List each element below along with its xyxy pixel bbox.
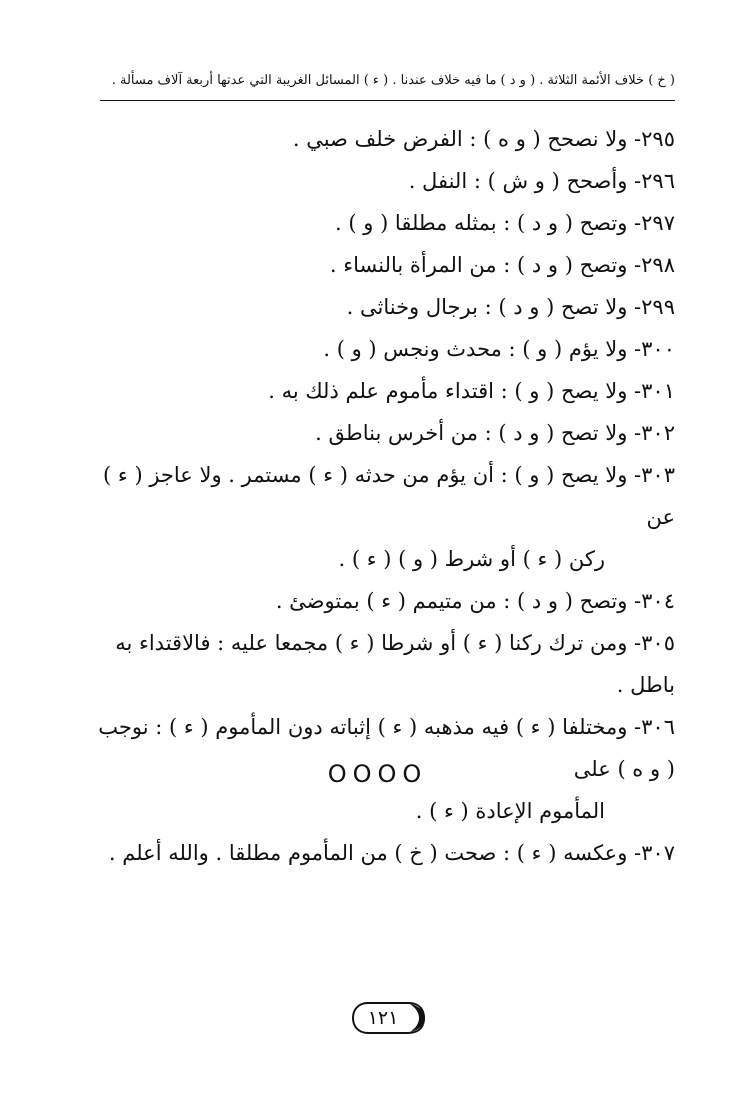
list-item	[95, 328, 675, 370]
list-item	[95, 412, 675, 454]
item-text: ولا نصحح ( و ه ) : الفرض خلف صبي .	[292, 127, 628, 151]
section-ornament: OOOO	[327, 760, 428, 788]
item-text: وأصحح ( و ش ) : النفل .	[408, 169, 628, 193]
item-text: ولا يصح ( و ) : اقتداء مأموم علم ذلك به .	[268, 379, 628, 403]
item-text: ولا يصح ( و ) : أن يؤم من حدثه ( ء ) مستمر . ولا عاجز ( ء ) عن	[103, 463, 675, 529]
list-item	[95, 244, 675, 286]
item-number: ٣٠٣-	[634, 463, 675, 487]
item-text: وعكسه ( ء ) : صحت ( خ ) من المأموم مطلقا . والله أعلم .	[108, 841, 628, 865]
item-number: ٢٩٥-	[634, 127, 675, 151]
item-number: ٣٠٠-	[634, 337, 675, 361]
list-item	[95, 160, 675, 202]
page-number: ١٢١	[367, 1007, 399, 1029]
item-number: ٣٠٧-	[634, 841, 675, 865]
item-text: وتصح ( و د ) : من المرأة بالنساء .	[329, 253, 628, 277]
item-number: ٣٠٦-	[634, 715, 675, 739]
list-item	[95, 580, 675, 622]
page-number-badge	[350, 1000, 426, 1036]
item-continuation: ركن ( ء ) أو شرط ( و ) ( ء ) .	[338, 547, 605, 571]
list-item	[95, 832, 675, 874]
list-item	[95, 370, 675, 412]
item-text: ومن ترك ركنا ( ء ) أو شرطا ( ء ) مجمعا عليه : فالاقتداء به باطل .	[115, 631, 675, 697]
item-text: ولا تصح ( و د ) : برجال وخناثى .	[346, 295, 628, 319]
item-number: ٢٩٧-	[634, 211, 675, 235]
item-number: ٣٠٥-	[634, 631, 675, 655]
item-number: ٣٠١-	[634, 379, 675, 403]
item-number: ٢٩٨-	[634, 253, 675, 277]
list-item	[95, 118, 675, 160]
list-item	[95, 202, 675, 244]
list-item	[95, 454, 675, 580]
item-text: وتصح ( و د ) : من متيمم ( ء ) بمتوضئ .	[275, 589, 628, 613]
item-number: ٢٩٦-	[634, 169, 675, 193]
list-item	[95, 622, 675, 706]
item-text: ولا يؤم ( و ) : محدث ونجس ( و ) .	[323, 337, 628, 361]
item-number: ٢٩٩-	[634, 295, 675, 319]
item-text: ولا تصح ( و د ) : من أخرس بناطق .	[315, 421, 628, 445]
item-number: ٣٠٤-	[634, 589, 675, 613]
item-text: ومختلفا ( ء ) فيه مذهبه ( ء ) إثباته دون المأموم ( ء ) : نوجب ( و ه ) على	[98, 715, 675, 781]
item-text: وتصح ( و د ) : بمثله مطلقا ( و ) .	[335, 211, 628, 235]
header-rule	[100, 100, 675, 101]
item-number: ٣٠٢-	[634, 421, 675, 445]
list-item	[95, 286, 675, 328]
running-header: ( خ ) خلاف الأئمة الثلاثة . ( و د ) ما فيه خلاف عندنا . ( ء ) المسائل الغريبة التي عدتها أربعة آلاف مسألة .	[111, 73, 675, 88]
item-continuation: المأموم الإعادة ( ء ) .	[415, 799, 605, 823]
